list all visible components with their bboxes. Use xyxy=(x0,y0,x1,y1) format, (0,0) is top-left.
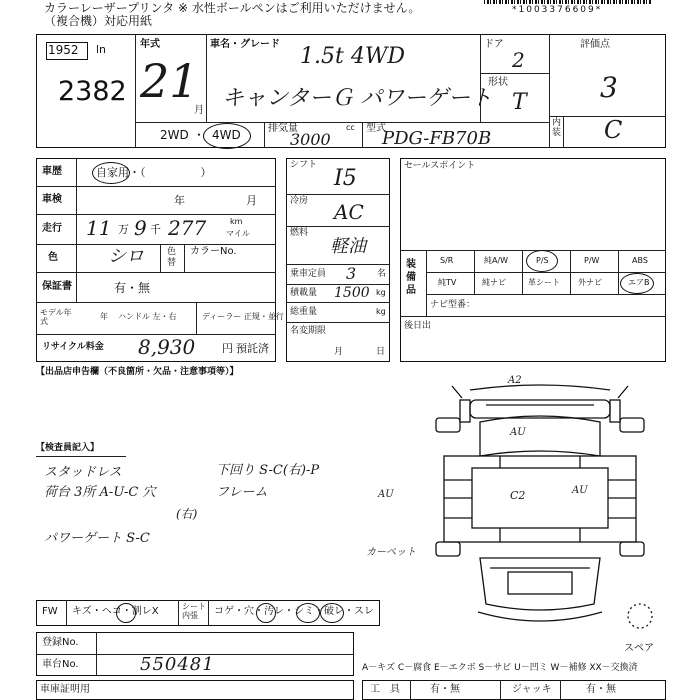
seat-label: シート内張 xyxy=(182,602,206,620)
mileage-sen-unit: 千 xyxy=(150,223,161,236)
equip-ps: P/S xyxy=(536,256,549,265)
gross-label: 総重量 xyxy=(290,307,318,317)
equip-abs: ABS xyxy=(632,256,648,265)
drive-2wd: 2WD xyxy=(160,128,189,142)
model-year-unit: 年 xyxy=(100,312,108,321)
color-change-label: 色替 xyxy=(167,247,177,268)
interior-label: 内装 xyxy=(552,118,562,138)
capacity-value: 3 xyxy=(346,264,357,283)
inspection-year: 年 xyxy=(174,194,185,207)
color-no-label: カラーNo. xyxy=(190,246,237,257)
fw-label: FW xyxy=(42,606,58,617)
inspection-label: 車検 xyxy=(42,194,62,205)
color-value: シロ xyxy=(108,246,144,267)
history-panel xyxy=(36,158,276,362)
recycle-status: 預託済 xyxy=(236,342,269,355)
shift-value: I5 xyxy=(334,166,357,191)
equipment-label: 装備品 xyxy=(406,259,416,296)
equip-alloy: 純A/W xyxy=(484,256,509,265)
mileage-label: 走行 xyxy=(42,223,62,234)
displacement-value: 3000 xyxy=(290,130,331,149)
printer-note-line2: （複合機）対応用紙 xyxy=(44,14,153,28)
mileage-man: 11 xyxy=(86,216,112,240)
ref-suffix: ln xyxy=(96,43,107,56)
recycle-label: リサイクル料金 xyxy=(42,342,104,352)
model-year-label: モデル年式 xyxy=(40,308,72,327)
drive-4wd: 4WD xyxy=(212,128,241,142)
history-private-circle xyxy=(92,162,130,184)
load-label: 積載量 xyxy=(290,288,318,298)
color-label: 色 xyxy=(48,252,58,263)
warranty-label: 保証書 xyxy=(42,281,72,292)
vehicle-damage-diagram xyxy=(400,372,680,642)
car-name-label: 車名・グレード xyxy=(210,39,280,50)
mileage-sen: 9 xyxy=(134,216,147,240)
gross-unit: kg xyxy=(376,307,386,316)
seat-items: コゲ・穴・汚レ・シミ・破レ・スレ xyxy=(214,606,374,617)
lot-number: 2382 xyxy=(58,76,127,107)
displacement-unit: cc xyxy=(346,123,355,132)
seat-burn-circle xyxy=(256,603,276,623)
door-value: 2 xyxy=(512,48,525,72)
barcode-number: *1003376609* xyxy=(512,5,603,15)
fw-items: キズ・ヘコ・割レX xyxy=(72,606,159,617)
equip-sr: S/R xyxy=(440,256,454,265)
note-cargo-bed: 荷台 3所 A-U-C 穴 xyxy=(44,485,156,500)
load-unit: kg xyxy=(376,288,386,297)
note-frame: フレーム xyxy=(216,485,268,500)
car-grade: キャンターＧ パワーゲート xyxy=(222,86,493,111)
warranty-options: 有・無 xyxy=(114,281,151,295)
note-right: (右) xyxy=(176,507,198,521)
seat-stain-circle xyxy=(296,603,320,623)
ref-number: 1952 xyxy=(48,43,79,57)
equip-airbag: エアB xyxy=(628,278,650,287)
mileage-rest: 277 xyxy=(168,216,207,240)
model-value: PDG-FB70B xyxy=(382,128,492,149)
mileage-unit-mile: マイル xyxy=(226,229,250,238)
seller-remarks-label: 【出品店申告欄（不良箇所・欠品・注意事項等）】 xyxy=(36,367,239,377)
certificate-label: 車庫証明用 xyxy=(40,684,90,695)
displacement-label: 排気量 xyxy=(268,123,298,134)
interior-value: C xyxy=(604,116,623,144)
month-label: 月 xyxy=(194,105,204,116)
door-label: ドア xyxy=(484,39,504,50)
seat-spot-circle xyxy=(320,603,344,623)
carpet-note: カーペット xyxy=(366,547,416,558)
diagram-mark-au-right: AU xyxy=(572,485,588,496)
jack-label: ジャッキ xyxy=(512,684,552,695)
fuel-value: 軽油 xyxy=(330,236,366,257)
model-label: 型式 xyxy=(366,123,386,134)
diagram-mark-au: AU xyxy=(510,427,526,438)
year-value: 21 xyxy=(140,54,199,108)
pen-notice: ※ 水性ボールペンはご利用いただけません。 xyxy=(178,1,421,15)
shape-label: 形状 xyxy=(488,77,508,88)
equip-ext-navi: 外ナビ xyxy=(578,278,602,287)
tool-options: 有・無 xyxy=(430,684,460,695)
note-studless: スタッドレス xyxy=(44,465,122,480)
score-value: 3 xyxy=(600,71,618,104)
diagram-mark-au-left: AU xyxy=(378,489,394,500)
navi-label: ナビ型番： xyxy=(430,300,476,310)
chassis-value: 550481 xyxy=(140,654,215,675)
equip-leather: 革シート xyxy=(528,278,560,287)
mileage-unit-km: km xyxy=(230,217,243,226)
recycle-unit: 円 xyxy=(222,342,233,355)
rear-seat-label: 後日出 xyxy=(404,321,432,331)
expiry-day: 日 xyxy=(376,347,386,357)
barcode xyxy=(484,0,652,4)
note-underbody: 下回り S-C(右)-P xyxy=(216,463,320,478)
drive-dot: ・ xyxy=(193,128,206,142)
register-label: 登録No. xyxy=(42,637,79,648)
damage-legend: A－キズ C－腐食 E－エクボ S－サビ U－凹ミ W－補修 XX－交換済 xyxy=(362,663,638,673)
drive-4wd-circle xyxy=(203,123,251,149)
tool-label: 工 具 xyxy=(370,684,400,695)
aircon-value: AC xyxy=(334,200,364,224)
inspection-month: 月 xyxy=(246,194,257,207)
fw-dent-circle xyxy=(116,603,136,623)
equip-navi: 純ナビ xyxy=(482,278,506,287)
shape-value: T xyxy=(512,90,527,115)
fuel-label: 燃料 xyxy=(290,228,309,238)
jack-options: 有・無 xyxy=(586,684,616,695)
diagram-mark-a2: A2 xyxy=(508,375,522,386)
handle-label: ハンドル 左・右 xyxy=(118,312,177,321)
capacity-label: 乗車定員 xyxy=(290,269,327,279)
equip-ps-circle xyxy=(526,250,558,272)
history-label: 車歴 xyxy=(42,166,62,177)
equip-tv: 純TV xyxy=(438,278,457,287)
year-label: 年式 xyxy=(140,39,160,50)
recycle-value: 8,930 xyxy=(138,335,196,359)
expiry-label: 名変期限 xyxy=(290,326,327,336)
history-options: 自家用・（ ） xyxy=(96,166,212,179)
shift-label: シフト xyxy=(290,160,318,170)
equip-airbag-circle xyxy=(620,273,654,294)
load-value: 1500 xyxy=(334,285,370,301)
chassis-label: 車台No. xyxy=(42,659,79,670)
expiry-month: 月 xyxy=(334,347,344,357)
score-label: 評価点 xyxy=(580,39,610,50)
aircon-label: 冷房 xyxy=(290,196,309,206)
equip-pw: P/W xyxy=(584,256,600,265)
dealer-label: ディーラー 正規・並行 xyxy=(202,312,284,321)
diagram-mark-c2: C2 xyxy=(510,489,526,502)
capacity-unit: 名 xyxy=(377,269,387,279)
printer-note-line1: カラーレーザープリンタ xyxy=(44,1,175,15)
car-spec: 1.5t 4WD xyxy=(300,44,406,69)
sales-point-label: セールスポイント xyxy=(404,161,476,171)
note-power-gate: パワーゲート S-C xyxy=(44,531,150,546)
inspector-label: 【検査員記入】 xyxy=(36,443,100,453)
spare-label: スペア xyxy=(624,643,654,654)
mileage-man-unit: 万 xyxy=(118,223,129,236)
